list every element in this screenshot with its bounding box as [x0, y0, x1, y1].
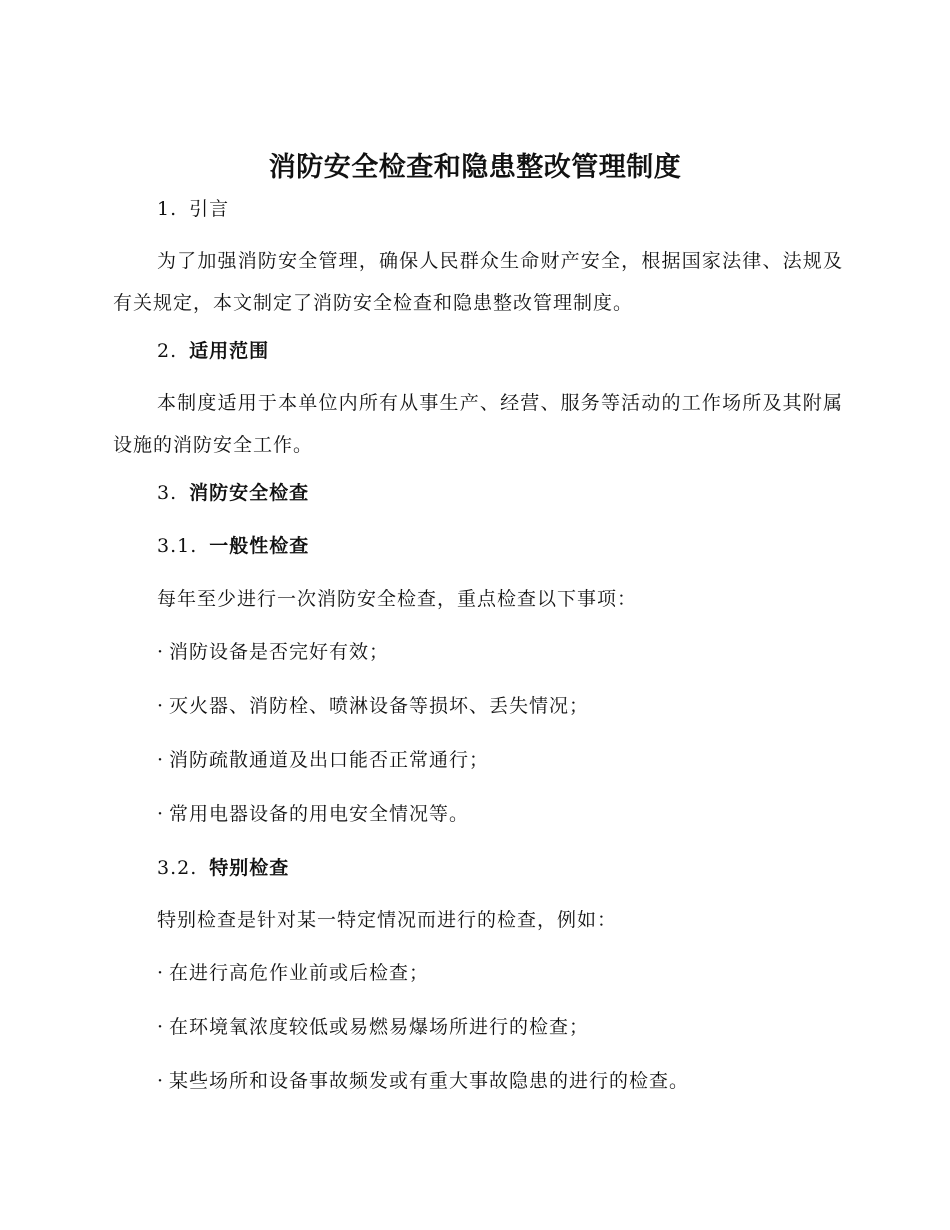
- list-item: [157, 1067, 689, 1095]
- list-item-text: 在进行高危作业前或后检查；: [169, 962, 430, 984]
- section-heading-text: 一般性检查: [209, 535, 310, 557]
- bullet-icon: ·: [157, 1016, 165, 1038]
- bullet-icon: ·: [157, 1070, 165, 1092]
- list-item: [157, 959, 429, 987]
- section-heading-text: 适用范围: [189, 340, 270, 362]
- section-heading-2: [157, 337, 269, 365]
- list-item-text: 消防设备是否完好有效；: [169, 641, 390, 663]
- section-heading-text: 引言: [189, 198, 230, 220]
- list-item: [157, 746, 489, 774]
- bullet-icon: ·: [157, 749, 165, 771]
- list-item-text: 灭火器、消防栓、喷淋设备等损坏、丢失情况；: [169, 695, 590, 717]
- section-3-1-intro: 每年至少进行一次消防安全检查，重点检查以下事项：: [157, 588, 638, 610]
- list-item: [157, 800, 469, 828]
- section-number: 3.1.: [157, 535, 198, 557]
- bullet-icon: ·: [157, 962, 165, 984]
- document-title: 消防安全检查和隐患整改管理制度: [268, 152, 682, 183]
- bullet-icon: ·: [157, 803, 165, 825]
- list-item-text: 在环境氧浓度较低或易燃易爆场所进行的检查；: [169, 1016, 590, 1038]
- bullet-icon: ·: [157, 641, 165, 663]
- section-heading-text: 消防安全检查: [189, 482, 310, 504]
- section-heading-3: [157, 479, 309, 507]
- list-item: [157, 638, 389, 666]
- list-item: [157, 692, 589, 720]
- section-3-2-intro: 特别检查是针对某一特定情况而进行的检查，例如：: [157, 909, 618, 931]
- section-number: 2.: [157, 340, 178, 362]
- section-1-paragraph: 为了加强消防安全管理，确保人民群众生命财产安全，根据国家法律、法规及有关规定，本文制定了消防安全检查和隐患整改管理制度。: [113, 250, 843, 314]
- section-number: 3.2.: [157, 857, 198, 879]
- section-number: 3.: [157, 482, 178, 504]
- list-item-text: 消防疏散通道及出口能否正常通行；: [169, 749, 490, 771]
- section-number: 1.: [157, 198, 178, 220]
- list-item-text: 某些场所和设备事故频发或有重大事故隐患的进行的检查。: [169, 1070, 690, 1092]
- list-item-text: 常用电器设备的用电安全情况等。: [169, 803, 470, 825]
- section-2-paragraph: 本制度适用于本单位内所有从事生产、经营、服务等活动的工作场所及其附属设施的消防安全工作。: [113, 392, 843, 456]
- list-item: [157, 1013, 589, 1041]
- section-heading-1: [157, 195, 229, 223]
- bullet-icon: ·: [157, 695, 165, 717]
- section-heading-3-1: [157, 532, 309, 560]
- section-heading-3-2: [157, 854, 289, 882]
- section-heading-text: 特别检查: [209, 857, 290, 879]
